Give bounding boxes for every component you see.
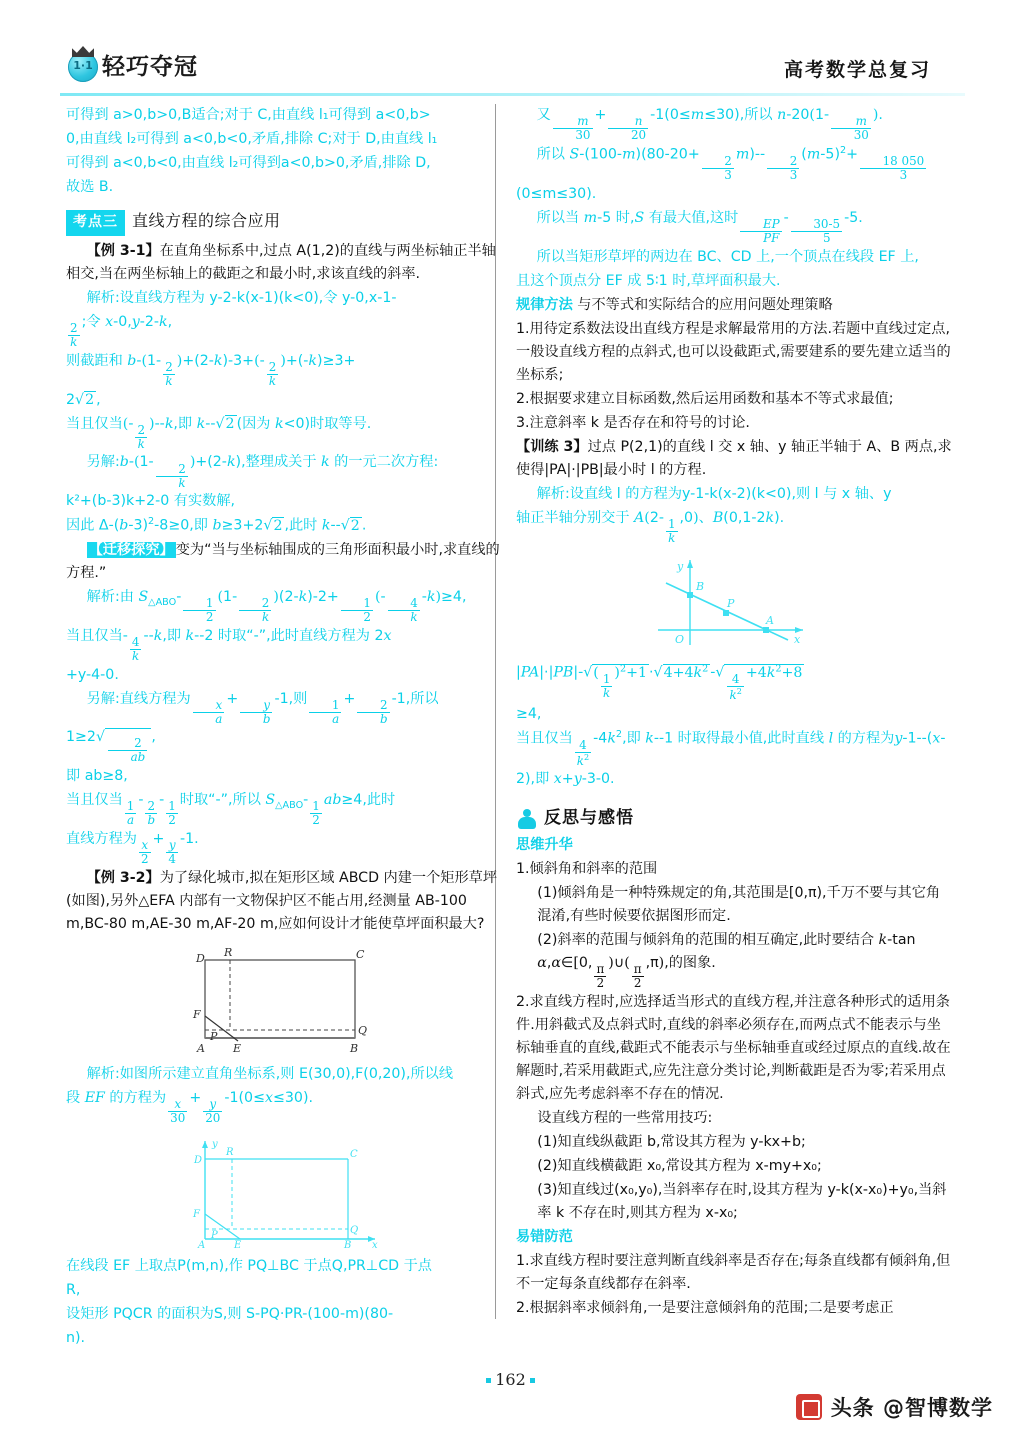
jiexi-1-line5: 当且仅当(- $\frac{2}{k}$ )--k,即 k--√2 (因为 k<0)时取等号. — [66, 415, 372, 451]
example-3-2 — [66, 867, 504, 936]
guilv-item: 1.用待定系数法设出直线方程是求解最常用的方法.若题中直线过定点,一般设直线方程的点斜式,也可以设截距式,需要建系的要先建立适当的坐标系; — [516, 320, 951, 383]
xunlian-text: 过点 P(2,1)的直线 l 交 x 轴、y 轴正半轴于 A、B 两点,求使得|PA|·|PB|最小时 l 的方程. — [516, 438, 952, 478]
siwei-2: 2.求直线方程时,应选择适当形式的直线方程,并注意各种形式的适用条件.用斜截式及点斜式时,直线的斜率必须存在,而两点式不能表示与坐标轴垂直的直线,截距式不能表示与坐标轴垂直或经过原点的直线.故在解题时,若采用截距式,应先注意分类讨论,判断截距是否为零;若采用点斜式,应先考虑斜率不存在的情况. — [516, 994, 951, 1103]
example-3-1 — [66, 240, 504, 286]
svg-text:x: x — [372, 1239, 378, 1249]
page-title: 高考数学总复习 — [783, 59, 931, 81]
coordinate-rectangle-diagram — [160, 1131, 410, 1249]
svg-text:B: B — [695, 580, 704, 594]
qianyi-tanjiu — [66, 539, 504, 585]
page-number: 162 — [495, 1370, 526, 1389]
xunlian-3 — [516, 436, 954, 482]
siwei-2-item: (2)知直线横截距 x₀,常设其方程为 x-my+x₀; — [537, 1158, 822, 1175]
brand-logo — [68, 52, 198, 82]
svg-text:C: C — [356, 947, 365, 961]
continued-para-line: 可得到 a>0,b>0,B适合;对于 C,由直线 l₁可得到 a<0,b> — [66, 107, 431, 123]
svg-text:E: E — [233, 1041, 242, 1055]
example-3-2-label: 【例 3-2】 — [86, 869, 160, 886]
page-number-footer — [0, 1370, 1021, 1389]
siwei-2-sub: 设直线方程的一些常用技巧: — [537, 1110, 713, 1127]
lingjie-2-line2: 即 ab≥8, — [66, 767, 128, 784]
jiexi-1-line1 — [66, 287, 504, 310]
xunlian-jiexi-label: 解析: — [536, 485, 570, 502]
example-3-1-text: 在直角坐标系中,过点 A(1,2)的直线与两坐标轴正半轴相交,当在两坐标轴上的截距之和最小时,求该直线的斜率. — [66, 242, 496, 282]
right-column — [516, 104, 954, 1321]
qianyi-text: 变为“当与坐标轴围成的三角形面积最小时,求直线的方程.” — [66, 542, 500, 582]
xunlian-calc-line1: |PA|·|PB|-√( $\frac{1}{k}$ )$^2+1 \cdot√4+4k^2$ -√ $\frac{4}{k^2}$ $+4k^2+8$ — [516, 663, 803, 703]
svg-text:F: F — [193, 1007, 201, 1021]
xunlian-label: 【训练 3】 — [516, 438, 588, 455]
svg-text:A: A — [198, 1239, 206, 1249]
watermark — [796, 1392, 993, 1422]
qianyi-label: 【迁移探究】 — [88, 542, 174, 559]
jiexi-1-line2: $\frac{2}{k}$ ;令 x-0,y-2-k, — [70, 313, 173, 349]
cont-line-3: (0≤m≤30). — [516, 185, 597, 202]
xunlian-jiexi-line2: 轴正半轴分别交于 A(2- $\frac{1}{k}$ ,0)、B(0,1-2k). — [516, 509, 785, 545]
cont-line-5: 所以当矩形草坪的两边在 BC、CD 上,一个顶点在线段 EF 上, — [536, 248, 919, 265]
watermark-text: 头条 @智博数学 — [830, 1396, 993, 1420]
siwei-1-title: 1.倾斜角和斜率的范围 — [516, 861, 658, 878]
cont-line-4: 所以当 m-5 时,S 有最大值,这时 $\frac{EP}{PF}$ - $\frac{30-5}{5}$ -5. — [536, 209, 863, 245]
svg-text:P: P — [210, 1029, 218, 1043]
jiexi-2-line3: +y-4-0. — [66, 667, 119, 684]
yicuo-item: 1.求直线方程时要注意判断直线斜率是否存在;每条直线都有倾斜角,但不一定每条直线都存在斜率. — [516, 1253, 951, 1293]
svg-text:F: F — [193, 1208, 200, 1220]
final-line: R, — [66, 1281, 81, 1298]
svg-text:A: A — [765, 614, 774, 628]
toutiao-icon — [796, 1394, 822, 1420]
svg-text:D: D — [196, 951, 205, 965]
guilv-title: 与不等式和实际结合的应用问题处理策略 — [577, 296, 833, 313]
figure-3-wrap — [516, 550, 954, 655]
svg-text:x: x — [793, 633, 800, 647]
jiexi-2-line1: 解析:由 $S_{\triangle ABO}-$ $\frac{1}{2}$ (1- $\frac{2}{k}$ )(2-k)-2+ $\frac{1}{2}$ (- $\frac{4}{k}$ -k)≥4, — [86, 589, 467, 625]
svg-text:R: R — [226, 1146, 234, 1158]
example-3-2-text: 为了绿化城市,拟在矩形区域 ABCD 内建一个矩形草坪(如图),另外△EFA 内部有一文物保护区不能占用,经测量 AB-100 m,BC-80 m,AE-30 m,AF-20 m,应如何设计才能使草坪面积最大? — [66, 869, 498, 932]
logo-badge-text: 1·1 — [73, 59, 93, 72]
lingjie-1-line2: k²+(b-3)k+2-0 有实数解, — [66, 493, 236, 510]
lingjie-2-line1: 另解:直线方程为 $\frac{x}{a}$ + $\frac{y}{b}$ -1,则 $\frac{1}{a}$ + $\frac{2}{b}$ -1,所以 1≥2√ $\frac{2}{ab}$ , — [66, 691, 439, 765]
page-number-mark-left — [486, 1378, 491, 1383]
kaodian-title: 直线方程的综合应用 — [132, 211, 281, 230]
continued-para-line: 0,由直线 l₂可得到 a<0,b<0,矛盾,排除 C;对于 D,由直线 l₁ — [66, 131, 438, 147]
svg-text:y: y — [676, 560, 683, 574]
jiexi-2-label: 解析: — [86, 589, 120, 606]
page-number-mark-right — [530, 1378, 535, 1383]
siwei-head: 思维升华 — [516, 837, 573, 854]
continued-para-line: 可得到 a<0,b<0,由直线 l₂可得到a<0,b>0,矛盾,排除 D, — [66, 155, 431, 171]
jiexi-1-text: 设直线方程为 y-2-k(x-1)(k<0),令 y-0,x-1- — [119, 289, 397, 306]
header-divider — [60, 93, 965, 96]
crown-logo-icon — [68, 52, 98, 82]
svg-text:O: O — [674, 633, 684, 647]
svg-text:Q: Q — [358, 1023, 368, 1037]
reflection-heading — [516, 805, 954, 833]
cont-line-1: 又 $\frac{m}{30}$ + $\frac{n}{20}$ -1(0≤m≤30),所以 n-20(1- $\frac{m}{30}$ ). — [536, 107, 883, 143]
cont-line-6: 且这个顶点分 EF 成 5∶1 时,草坪面积最大. — [516, 272, 781, 289]
continued-para-line: 故选 B. — [66, 179, 114, 195]
jiexi-1-line4: 2√2 , — [66, 391, 101, 408]
siwei-1-item: (1)倾斜角是一种特殊规定的角,其范围是[0,π),千万不要与其它角混淆,有些时候要依据图形而定. — [537, 885, 941, 925]
svg-text:B: B — [344, 1239, 352, 1249]
reflection-title: 反思与感悟 — [544, 807, 634, 828]
xunlian-jiexi-line1 — [516, 483, 954, 506]
xunlian-calc-line3: 当且仅当 $\frac{4}{k^2}$ $-4k^2$,即 k--1 时取得最小值,此时直线 l 的方程为y-1--(x-2),即 x+y-3-0. — [516, 729, 946, 787]
jiexi-3-text: 如图所示建立直角坐标系,则 E(30,0),F(0,20),所以线 — [119, 1065, 454, 1082]
guilv-heading — [516, 294, 954, 317]
xunlian-calc-line2: ≥4, — [516, 706, 542, 723]
final-line: 在线段 EF 上取点P(m,n),作 PQ⊥BC 于点Q,PR⊥CD 于点 — [66, 1257, 432, 1274]
svg-text:A: A — [197, 1041, 205, 1055]
lingjie-2-line3: 当且仅当 $\frac{1}{a}$ - $\frac{2}{b}$ - $\frac{1}{2}$ 时取“-”,所以 $S_{\triangle ABO}-$ $\frac{1}{2}$ ab≥4,此时 — [66, 791, 396, 827]
final-line: n). — [66, 1329, 86, 1346]
page-header — [60, 52, 965, 96]
line-through-p-diagram — [628, 550, 843, 655]
jiexi-3-line2: 段 EF 的方程为 $\frac{x}{30}$ + $\frac{y}{20}$ -1(0≤x≤30). — [66, 1089, 313, 1125]
brand-name: 轻巧夺冠 — [102, 54, 198, 80]
lingjie-1-line3: 因此 $\Delta-(b-3)^2-8\ge 0$,即 b≥3+2√2 ,此时 k--√2 . — [66, 516, 367, 535]
section-heading-kaodian-3 — [66, 208, 504, 236]
rectangle-abcd-diagram — [160, 942, 410, 1057]
example-3-1-label: 【例 3-1】 — [86, 242, 160, 259]
svg-text:Q: Q — [350, 1224, 359, 1236]
cont-line-2: 所以 S-(100-m)(80-20+ $\frac{2}{3}$ m)-- $\frac{2}{3}$ $(m-5)^2+$ $\frac{18 050}{3}$ — [536, 144, 925, 182]
guilv-item: 2.根据要求建立目标函数,然后运用函数和基本不等式求最值; — [516, 390, 894, 407]
jiexi-1-line3: 则截距和 b-(1- $\frac{2}{k}$ )+(2-k)-3+(- $\frac{2}{k}$ )+(-k)≥3+ — [66, 352, 356, 388]
svg-text:D: D — [194, 1154, 203, 1166]
guilv-item: 3.注意斜率 k 是否存在和符号的讨论. — [516, 414, 750, 431]
svg-text:R: R — [224, 945, 233, 959]
svg-text:P: P — [211, 1229, 218, 1241]
jiexi-3-line1 — [66, 1063, 504, 1086]
figure-1-wrap — [66, 942, 504, 1057]
siwei-2-item: (3)知直线过(x₀,y₀),当斜率存在时,设其方程为 y-k(x-x₀)+y₀,当斜率 k 不存在时,则其方程为 x-x₀; — [537, 1182, 947, 1222]
final-line: 设矩形 PQCR 的面积为S,则 S-PQ·PR-(100-m)(80- — [66, 1305, 394, 1322]
lingjie-2-label: 另解: — [86, 691, 120, 708]
guilv-label: 规律方法 — [516, 296, 573, 313]
jiexi-2-line2: 当且仅当- $\frac{4}{k}$ --k,即 k--2 时取“-”,此时直线方程为 2x — [66, 628, 392, 664]
svg-text:y: y — [212, 1138, 218, 1150]
jiexi-1-label: 解析: — [86, 289, 120, 306]
jiexi-3-label: 解析: — [86, 1065, 120, 1082]
lingjie-1-line1: 另解:b-(1- $\frac{2}{k}$ )+(2-k),整理成关于 k 的一元二次方程: — [86, 454, 439, 490]
figure-2-wrap — [66, 1131, 504, 1249]
kaodian-tag: 考点三 — [66, 210, 125, 236]
svg-text:B: B — [350, 1041, 359, 1055]
siwei-2-item: (1)知直线纵截距 b,常设其方程为 y-kx+b; — [537, 1134, 806, 1151]
xunlian-jiexi-text: 设直线 l 的方程为y-1-k(x-2)(k<0),则 l 与 x 轴、y — [569, 485, 892, 502]
left-column — [66, 104, 504, 1351]
svg-text:C: C — [350, 1148, 358, 1160]
siwei-1-item-2: (2)斜率的范围与倾斜角的范围的相互确定,此时要结合 k-tan α,α∈[0, $\frac{\pi}{2}$ )∪( $\frac{\pi}{2}$ ,π),的图象. — [537, 932, 916, 991]
lingjie-2-line4: 直线方程为 $\frac{x}{2}$ + $\frac{y}{4}$ -1. — [66, 830, 199, 866]
lingjie-1-label: 另解: — [86, 454, 120, 471]
yicuo-head: 易错防范 — [516, 1229, 573, 1246]
svg-text:P: P — [726, 597, 734, 611]
teacher-icon — [516, 809, 538, 829]
yicuo-item: 2.根据斜率求倾斜角,一是要注意倾斜角的范围;二是要考虑正 — [516, 1300, 894, 1317]
svg-text:E: E — [234, 1239, 242, 1249]
